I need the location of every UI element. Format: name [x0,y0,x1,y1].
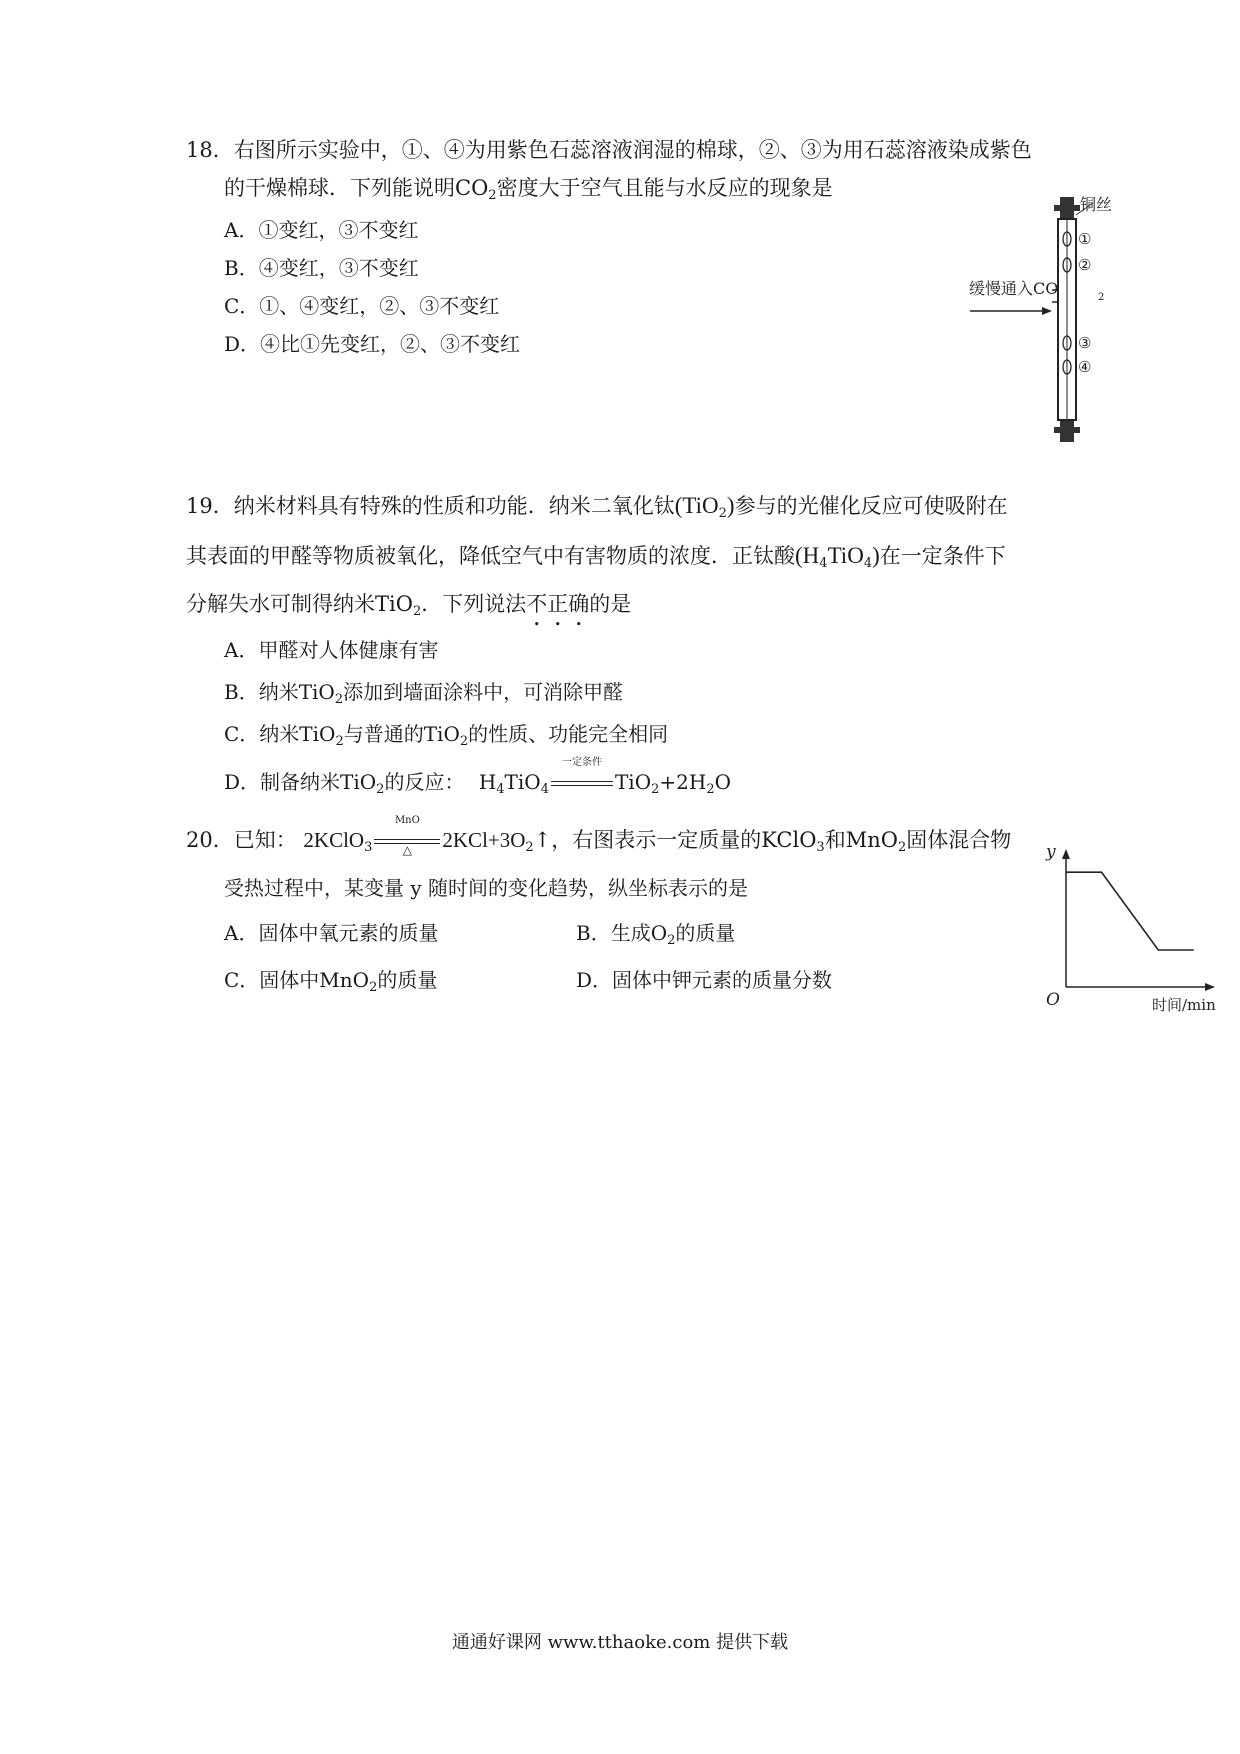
q19-stem-3-sub: 2 [412,604,422,619]
q20-eq-left: 2KClO [303,828,365,852]
q19-h4tio4-close: ) [872,543,880,568]
q19-option-c-3: 的性质、功能完全相同 [468,722,669,746]
eq-product-h: +2H [659,770,707,794]
q19-stem-2a: 其表面的甲醛等物质被氧化，降低空气中有害物质的浓度．正钛酸 [186,544,795,568]
q20-option-c-sub: 2 [369,980,378,995]
q19-o4-sub: 4 [863,556,873,571]
ball-label-1: ① [1078,230,1092,248]
q20-eq-catalyst: MnO [394,815,420,826]
q19-option-c-1: C．纳米TiO [224,722,336,746]
q20-lead: 已知： [233,828,297,852]
q19-option-b-sub: 2 [334,692,344,707]
q19-option-c-sub2: 2 [459,734,469,749]
q18-stem-2a: 的干燥棉球．下列能说明CO [224,176,489,200]
q19-h4-sub: 4 [819,556,828,571]
q20-tail-sub3: 3 [816,840,825,855]
q20-eq-arrow [374,815,440,857]
eq-tio: TiO [504,770,541,794]
q18-line2 [224,176,833,203]
q19-number: 19． [186,494,234,518]
eq-condition-label: 一定条件 [561,757,602,768]
q19-option-b-2: 添加到墙面涂料中，可消除甲醛 [343,680,624,704]
q20-option-b-sub: 2 [667,933,676,948]
footer: 通通好课网 www.tthaoke.com 提供下载 [451,1632,789,1653]
q19-option-c-sub1: 2 [335,734,344,749]
q20-tail-2: 和MnO [824,828,898,852]
q19-tio2-close: ) [726,493,735,518]
wire-label: 铜丝 [1080,195,1113,214]
q19-line2 [186,543,1006,571]
q20-tail-sub2: 2 [897,840,907,855]
q19-tio2-sub: 2 [718,506,727,521]
q18-co2-sub: 2 [488,188,497,203]
q19-stem-1b: 参与的光催化反应可使吸附在 [734,494,1008,518]
q19-line3 [186,592,632,619]
q20-option-b [576,921,736,948]
q20-option-b-2: 的质量 [675,921,736,945]
q19-option-a: A．甲醛对人体健康有害 [224,638,439,662]
q20-graph [1040,842,1235,1015]
q20-eq-right-sub: 2 [525,840,534,855]
origin-label: O [1046,990,1060,1010]
q20-option-c [224,968,438,995]
emphasis-char-1: 不 [526,592,548,616]
eq-product-tio: TiO [614,770,652,794]
q20-eq-right: 2KCl+3O [442,828,526,852]
emphasis-char-3: 确 [568,592,590,616]
q20-line2: 受热过程中，某变量 y 随时间的变化趋势，纵坐标表示的是 [224,876,749,900]
emphasis-char-2: 正 [547,592,569,616]
q19-option-d-sub: 2 [376,782,385,797]
q19-line1 [186,493,1008,521]
q18-line1 [186,140,1032,161]
eq-product-sub: 2 [651,782,660,797]
q19-option-b [224,680,624,707]
q20-eq-left-sub: 3 [364,840,373,855]
q19-option-d-2: 的反应： [384,770,465,794]
q20-eq-heat: △ [402,843,412,857]
q20-tail-3: 固体混合物 [906,828,1012,852]
y-axis-arrow [1062,849,1070,859]
q20-option-b-1: B．生成O [576,921,668,945]
q18-option-b: B．④变红，③不变红 [224,256,419,280]
ball-label-3: ③ [1078,334,1092,352]
inlet-sub: 2 [1098,292,1105,303]
q18-stem-1: 右图所示实验中，①、④为用紫色石蕊溶液润湿的棉球，②、③为用石蕊溶液染成紫色 [233,138,1032,162]
ball-label-2: ② [1078,256,1092,274]
q19-stem-1a: 纳米材料具有特殊的性质和功能．纳米二氧化钛 [233,494,675,518]
q19-option-d-1: D．制备纳米TiO [224,770,377,794]
q20-tail-1: ，右图表示一定质量的KClO [551,828,817,852]
eq-product-h-sub: 2 [706,782,715,797]
gas-up-arrow-icon: ↑ [533,828,552,852]
eq-tio-sub: 4 [540,782,549,797]
q19-option-c [224,722,669,749]
q18-option-d: D．④比①先变红，②、③不变红 [224,332,521,356]
q19-option-b-1: B．纳米TiO [224,680,335,704]
q19-stem-2b: 在一定条件下 [879,544,1006,568]
q18-inlet [940,280,1140,320]
q18-option-a: A．①变红，③不变红 [224,218,419,242]
q18-option-c: C．①、④变红，②、③不变红 [224,294,500,318]
eq-product-o: O [714,770,732,794]
q18-number: 18． [186,138,234,162]
inlet-arrow-head [1042,307,1052,315]
q19-stem-3c: 的是 [589,592,632,616]
q20-number: 20． [186,828,234,852]
q19-tio2-open: (TiO [674,493,719,518]
q20-option-d: D．固体中钾元素的质量分数 [576,968,833,992]
ball-label-4: ④ [1078,358,1092,376]
q19-h4tio4-open: (H [795,543,820,568]
q19-tio4: TiO [827,543,864,568]
x-axis-label: 时间/min [1152,996,1216,1014]
q20-option-c-1: C．固体中MnO [224,968,370,992]
eq-condition-arrow [551,757,613,792]
q19-option-d [224,757,732,797]
q19-stem-3b: ．下列说法 [421,592,527,616]
q18-stem-2b: 密度大于空气且能与水反应的现象是 [496,176,833,200]
q19-option-c-2: 与普通的TiO [343,722,460,746]
q20-line1 [186,815,1012,857]
inlet-label: 缓慢通入CO [969,279,1059,298]
series-line [1066,872,1194,950]
x-axis-arrow [1205,983,1215,991]
eq-h: H [478,770,497,794]
q20-option-a: A．固体中氧元素的质量 [224,921,439,945]
q20-option-c-2: 的质量 [377,968,438,992]
eq-h-sub: 4 [496,782,505,797]
q18-apparatus-figure [960,195,1113,445]
q19-stem-3a: 分解失水可制得纳米TiO [186,592,413,616]
y-axis-label: y [1046,842,1056,862]
